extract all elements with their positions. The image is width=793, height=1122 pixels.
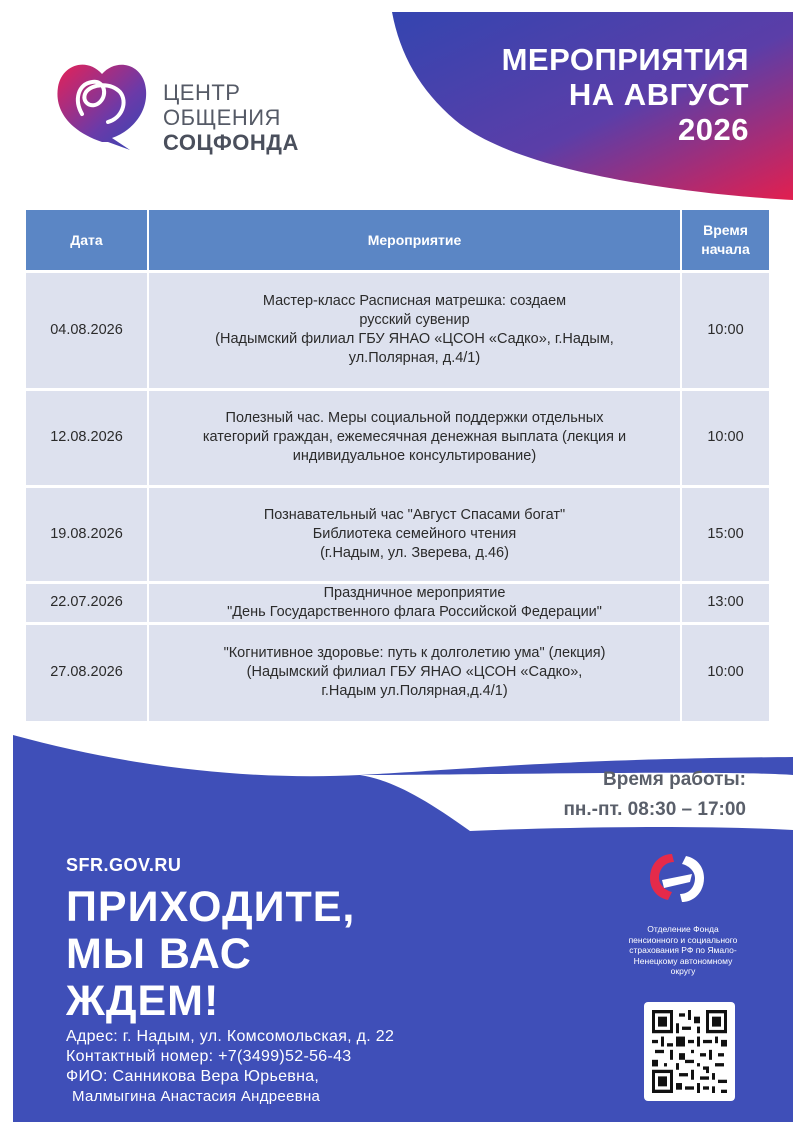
event-line: категорий граждан, ежемесячная денежная выплата (лекция и [202, 429, 627, 445]
title-line-1: МЕРОПРИЯТИЯ [501, 42, 749, 77]
event-line: "День Государственного флага Российской Федерации" [227, 603, 602, 620]
sfr-caption: Отделение Фонда пенсионного и социального страхования РФ по Ямало-Ненецкому автономному округу [628, 924, 738, 976]
event-line: Познавательный час "Август Спасами богат" [263, 506, 566, 523]
event-line: ул.Полярная, д.4/1) [348, 350, 481, 366]
event-line: (Надымский филиал ГБУ ЯНАО «ЦСОН «Садко», г.Надым, [215, 331, 614, 347]
slogan [66, 884, 355, 1025]
phone: Контактный номер: +7(3499)52-56-43 [66, 1048, 352, 1065]
table-header-row [26, 210, 769, 271]
center-logo-text [163, 80, 299, 155]
working-hours [563, 765, 746, 825]
event-line: г.Надым ул.Полярная,д.4/1) [321, 683, 508, 700]
col-header-event: Мероприятие [148, 210, 681, 271]
row-event [148, 389, 681, 486]
qr-code[interactable] [644, 1002, 735, 1101]
events-table [26, 210, 769, 721]
row-event [148, 582, 681, 623]
event-line: (Надымский филиал ГБУ ЯНАО «ЦСОН «Садко», [246, 664, 583, 681]
row-event [148, 623, 681, 721]
row-time: 15:00 [681, 486, 769, 582]
logo-line-2: ОБЩЕНИЯ [163, 105, 281, 130]
event-line: индивидуальное консультирование) [292, 448, 537, 464]
event-line: русский сувенир [359, 312, 470, 328]
event-line: "Когнитивное здоровье: путь к долголетию ума" (лекция) [223, 645, 606, 662]
title-line-2: НА АВГУСТ [568, 77, 749, 112]
row-time: 10:00 [681, 389, 769, 486]
table-row [26, 271, 769, 389]
logo-line-3: СОЦФОНДА [163, 130, 299, 155]
page-title [409, 42, 749, 147]
row-date: 27.08.2026 [26, 623, 148, 721]
col-header-time-line-1: Время [703, 221, 748, 238]
table-row [26, 623, 769, 721]
title-line-3: 2026 [678, 112, 749, 147]
row-time: 13:00 [681, 582, 769, 623]
website-link[interactable]: SFR.GOV.RU [66, 855, 182, 875]
row-date: 12.08.2026 [26, 389, 148, 486]
row-time: 10:00 [681, 271, 769, 389]
event-line: Мастер-класс Расписная матрешка: создаем [262, 293, 567, 309]
col-header-time [681, 210, 769, 271]
row-date: 19.08.2026 [26, 486, 148, 582]
table-row [26, 486, 769, 582]
contact-info [66, 1027, 394, 1107]
address: Адрес: г. Надым, ул. Комсомольская, д. 22 [66, 1028, 395, 1045]
contact-person-2: Малмыгина Анастасия Андреевна [72, 1088, 321, 1105]
working-hours-value: пн.-пт. 08:30 – 17:00 [563, 799, 746, 820]
row-event [148, 271, 681, 389]
table-row [26, 582, 769, 623]
row-date: 22.07.2026 [26, 582, 148, 623]
event-line: Полезный час. Меры социальной поддержки отдельных [225, 410, 604, 426]
center-logo-icon [52, 52, 152, 152]
col-header-time-line-2: начала [701, 240, 750, 257]
slogan-line-1: ПРИХОДИТЕ, [66, 883, 356, 931]
slogan-line-2: МЫ ВАС [66, 930, 252, 978]
table-row [26, 389, 769, 486]
event-line: (г.Надым, ул. Зверева, д.46) [320, 544, 509, 561]
working-hours-label: Время работы: [603, 769, 746, 790]
sfr-logo-icon [642, 850, 712, 906]
col-header-date: Дата [26, 210, 148, 271]
row-date: 04.08.2026 [26, 271, 148, 389]
qr-code-icon [652, 1010, 727, 1093]
slogan-line-3: ЖДЕМ! [66, 977, 220, 1025]
logo-line-1: ЦЕНТР [163, 80, 241, 105]
row-time: 10:00 [681, 623, 769, 721]
row-event [148, 486, 681, 582]
contact-person: ФИО: Санникова Вера Юрьевна, [66, 1068, 320, 1085]
event-line: Библиотека семейного чтения [312, 525, 517, 542]
event-line: Праздничное мероприятие [323, 584, 506, 601]
